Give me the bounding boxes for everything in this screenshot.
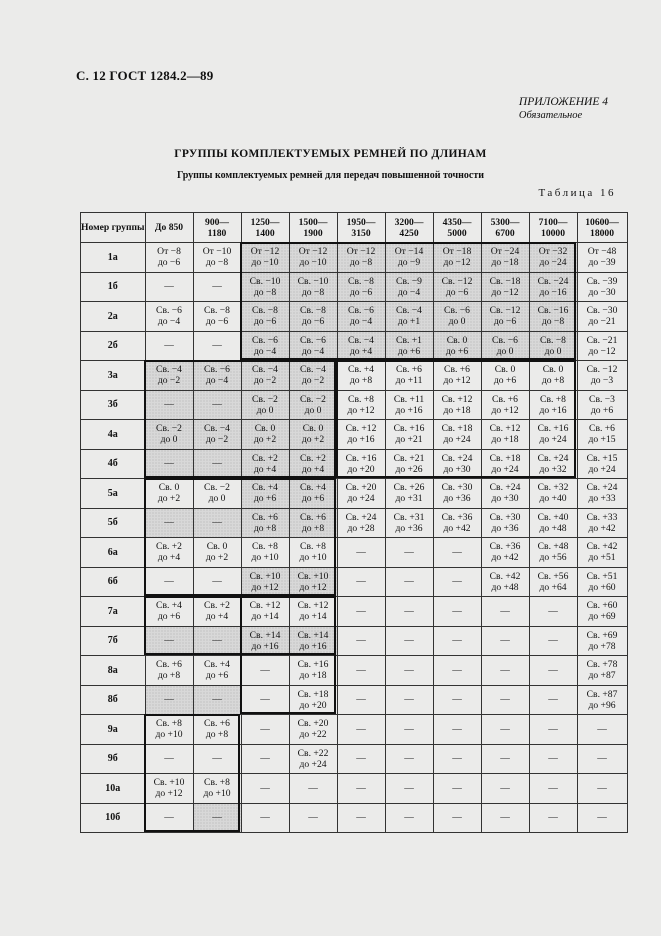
tolerance-cell: Св. −4 до −2 <box>241 361 289 391</box>
column-header-length: 4350— 5000 <box>433 213 481 243</box>
tolerance-cell: — <box>385 626 433 656</box>
tolerance-cell: — <box>433 656 481 686</box>
tolerance-cell: — <box>193 744 241 774</box>
table-row <box>81 331 628 361</box>
tolerance-cell: Св. +78 до +87 <box>577 656 627 686</box>
tolerance-cell: Св. +8 до +10 <box>289 538 337 568</box>
tolerance-cell: Св. +14 до +16 <box>289 626 337 656</box>
column-header-length: 1950— 3150 <box>337 213 385 243</box>
tolerance-cell: Св. −8 до −6 <box>289 302 337 332</box>
tolerance-cell: От −48 до −39 <box>577 243 627 273</box>
tolerance-cell: Св. +12 до +18 <box>481 420 529 450</box>
tolerance-cell: От −12 до −10 <box>289 243 337 273</box>
appendix-label: ПРИЛОЖЕНИЕ 4 <box>518 96 608 108</box>
group-number: 9б <box>81 744 146 774</box>
tolerance-cell: Св. +10 до +12 <box>145 774 193 804</box>
tolerance-cell: — <box>385 597 433 627</box>
document-subtitle: Группы комплектуемых ремней для передач повышенной точности <box>177 170 484 181</box>
tolerance-cell: Св. −8 до −6 <box>193 302 241 332</box>
tolerance-cell: Св. +6 до +12 <box>433 361 481 391</box>
tolerance-cell: — <box>529 803 577 833</box>
group-number: 10б <box>81 803 146 833</box>
tolerance-cell: — <box>337 685 385 715</box>
group-number: 8б <box>81 685 146 715</box>
group-number: 9а <box>81 715 146 745</box>
tolerance-cell: — <box>145 626 193 656</box>
column-header-length: 10600— 18000 <box>577 213 627 243</box>
appendix-status: Обязательное <box>518 110 583 121</box>
tolerance-cell: Св. +60 до +69 <box>577 597 627 627</box>
tolerance-cell: Св. −16 до −8 <box>529 302 577 332</box>
tolerance-cell: — <box>529 656 577 686</box>
tolerance-cell: — <box>337 567 385 597</box>
tolerance-cell: Св. +24 до +33 <box>577 479 627 509</box>
tolerance-cell: Св. −12 до −6 <box>433 272 481 302</box>
table-row <box>81 420 628 450</box>
tolerance-cell: — <box>337 744 385 774</box>
tolerance-cell: Св. −8 до 0 <box>529 331 577 361</box>
tolerance-cell: Св. +4 до +6 <box>241 479 289 509</box>
tolerance-cell: Св. −18 до −12 <box>481 272 529 302</box>
table-row <box>81 626 628 656</box>
tolerance-cell: Св. +8 до +16 <box>529 390 577 420</box>
table-row <box>81 597 628 627</box>
tolerance-cell: Св. −6 до −4 <box>193 361 241 391</box>
tolerance-cell: — <box>529 597 577 627</box>
tolerance-cell: Св. +24 до +30 <box>481 479 529 509</box>
tolerance-cell: — <box>433 744 481 774</box>
tolerance-cell: Св. +2 до +4 <box>289 449 337 479</box>
tolerance-cell: Св. −6 до −4 <box>241 331 289 361</box>
tolerance-cell: — <box>385 715 433 745</box>
tolerance-cell: Св. +10 до +12 <box>241 567 289 597</box>
tolerance-cell: — <box>337 656 385 686</box>
tolerance-cell: — <box>145 331 193 361</box>
tolerance-cell: — <box>145 744 193 774</box>
tolerance-cell: Св. +42 до +51 <box>577 538 627 568</box>
tolerance-cell: Св. 0 до +6 <box>433 331 481 361</box>
tolerance-cell: Св. −2 до 0 <box>289 390 337 420</box>
tolerance-cell: Св. +8 до +12 <box>337 390 385 420</box>
tolerance-cell: Св. −4 до −2 <box>193 420 241 450</box>
tolerance-cell: — <box>145 449 193 479</box>
tolerance-cell: Св. −12 до −6 <box>481 302 529 332</box>
tolerance-cell: Св. +12 до +16 <box>337 420 385 450</box>
tolerance-cell: Св. −39 до −30 <box>577 272 627 302</box>
tolerance-cell: — <box>385 803 433 833</box>
tolerance-cell: — <box>433 774 481 804</box>
tolerance-cell: Св. +6 до +11 <box>385 361 433 391</box>
tolerance-cell: — <box>481 626 529 656</box>
column-header-length: До 850 <box>145 213 193 243</box>
tolerance-cell: Св. −6 до −4 <box>145 302 193 332</box>
tolerance-cell: — <box>433 597 481 627</box>
document-title: ГРУППЫ КОМПЛЕКТУЕМЫХ РЕМНЕЙ ПО ДЛИНАМ <box>174 148 487 160</box>
tolerance-cell: — <box>145 685 193 715</box>
group-number: 3б <box>81 390 146 420</box>
table-row <box>81 479 628 509</box>
tolerance-cell: Св. 0 до +2 <box>193 538 241 568</box>
tolerance-cell: Св. 0 до +8 <box>529 361 577 391</box>
group-number: 6б <box>81 567 146 597</box>
column-header-length: 900— 1180 <box>193 213 241 243</box>
tolerance-cell: Св. −4 до +4 <box>337 331 385 361</box>
tolerance-cell: От −12 до −8 <box>337 243 385 273</box>
tolerance-cell: — <box>433 626 481 656</box>
tolerance-cell: — <box>241 656 289 686</box>
group-number: 4а <box>81 420 146 450</box>
tolerance-cell: — <box>193 449 241 479</box>
group-number: 7б <box>81 626 146 656</box>
tolerance-cell: — <box>145 508 193 538</box>
group-number: 6а <box>81 538 146 568</box>
column-header-length: 1250— 1400 <box>241 213 289 243</box>
tolerance-cell: — <box>193 331 241 361</box>
table-row <box>81 715 628 745</box>
group-number: 8а <box>81 656 146 686</box>
column-header-length: 3200— 4250 <box>385 213 433 243</box>
tolerance-cell: — <box>241 685 289 715</box>
tolerance-cell: — <box>481 744 529 774</box>
column-header-length: 1500— 1900 <box>289 213 337 243</box>
tolerance-cell: Св. +15 до +24 <box>577 449 627 479</box>
tolerance-cell: Св. 0 до +2 <box>241 420 289 450</box>
table-row <box>81 774 628 804</box>
tolerance-cell: — <box>577 744 627 774</box>
table-row <box>81 803 628 833</box>
tolerance-cell: Св. 0 до +2 <box>145 479 193 509</box>
tolerance-cell: — <box>337 626 385 656</box>
tolerance-cell: — <box>529 744 577 774</box>
tolerance-cell: — <box>481 715 529 745</box>
tolerance-cell: — <box>577 803 627 833</box>
tolerance-cell: Св. +6 до +8 <box>145 656 193 686</box>
tolerance-cell: Св. +24 до +32 <box>529 449 577 479</box>
tolerance-cell: — <box>289 803 337 833</box>
tolerance-cell: Св. +87 до +96 <box>577 685 627 715</box>
tolerance-cell: Св. −4 до +1 <box>385 302 433 332</box>
group-number: 4б <box>81 449 146 479</box>
table-row <box>81 656 628 686</box>
tolerance-cell: Св. +6 до +15 <box>577 420 627 450</box>
group-number: 1б <box>81 272 146 302</box>
tolerance-cell: Св. +30 до +36 <box>433 479 481 509</box>
tolerance-cell: — <box>529 685 577 715</box>
tolerance-cell: — <box>289 774 337 804</box>
tolerance-cell: — <box>385 744 433 774</box>
group-number: 1а <box>81 243 146 273</box>
tolerance-cell: Св. +33 до +42 <box>577 508 627 538</box>
tolerance-cell: Св. +12 до +14 <box>289 597 337 627</box>
tolerance-cell: — <box>433 567 481 597</box>
tolerance-cell: Св. +4 до +8 <box>337 361 385 391</box>
table-row <box>81 390 628 420</box>
tolerance-cell: Св. +12 до +18 <box>433 390 481 420</box>
group-number: 2а <box>81 302 146 332</box>
tolerance-cell: Св. +8 до +10 <box>145 715 193 745</box>
tolerance-cell: Св. +32 до +40 <box>529 479 577 509</box>
tolerance-cell: — <box>241 774 289 804</box>
group-number: 5б <box>81 508 146 538</box>
tolerance-cell: Св. +36 до +42 <box>481 538 529 568</box>
tolerance-cell: Св. +6 до +8 <box>193 715 241 745</box>
tolerance-cell: Св. +48 до +56 <box>529 538 577 568</box>
tolerance-cell: От −24 до −18 <box>481 243 529 273</box>
tolerance-cell: Св. +16 до +24 <box>529 420 577 450</box>
tolerance-cell: Св. +21 до +26 <box>385 449 433 479</box>
tolerance-cell: Св. +2 до +4 <box>241 449 289 479</box>
tolerance-cell: От −18 до −12 <box>433 243 481 273</box>
tolerance-cell: Св. +8 до +10 <box>193 774 241 804</box>
table-row <box>81 361 628 391</box>
tolerance-cell: — <box>385 774 433 804</box>
tolerance-cell: Св. 0 до +6 <box>481 361 529 391</box>
tolerance-cell: — <box>385 567 433 597</box>
tolerance-cell: — <box>337 774 385 804</box>
tolerance-cell: От −12 до −10 <box>241 243 289 273</box>
tolerance-cell: Св. +6 до +8 <box>241 508 289 538</box>
tolerance-cell: Св. −12 до −3 <box>577 361 627 391</box>
tolerance-cell: Св. +16 до +21 <box>385 420 433 450</box>
tolerance-cell: Св. 0 до +2 <box>289 420 337 450</box>
table-row <box>81 744 628 774</box>
tolerance-cell: — <box>145 272 193 302</box>
tolerance-cell: Св. −10 до −8 <box>289 272 337 302</box>
tolerance-cell: От −8 до −6 <box>145 243 193 273</box>
tolerance-cell: Св. −24 до −16 <box>529 272 577 302</box>
column-header-length: 5300— 6700 <box>481 213 529 243</box>
table-row <box>81 302 628 332</box>
table-row <box>81 272 628 302</box>
tolerance-cell: Св. −9 до −4 <box>385 272 433 302</box>
tolerance-cell: Св. +22 до +24 <box>289 744 337 774</box>
tolerance-cell: Св. +31 до +36 <box>385 508 433 538</box>
tolerance-cell: — <box>481 685 529 715</box>
tolerance-cell: Св. +30 до +36 <box>481 508 529 538</box>
tolerance-cell: Св. +16 до +20 <box>337 449 385 479</box>
table-row <box>81 685 628 715</box>
tolerance-cell: Св. −8 до −6 <box>241 302 289 332</box>
page-reference: С. 12 ГОСТ 1284.2—89 <box>76 68 214 83</box>
tolerance-cell: Св. +24 до +28 <box>337 508 385 538</box>
tolerance-cell: Св. +10 до +12 <box>289 567 337 597</box>
tolerance-cell: Св. +1 до +6 <box>385 331 433 361</box>
tolerance-cell: Св. +20 до +24 <box>337 479 385 509</box>
tolerance-cell: Св. −30 до −21 <box>577 302 627 332</box>
tolerance-cell: Св. +2 до +4 <box>193 597 241 627</box>
tolerance-cell: — <box>193 567 241 597</box>
tolerance-cell: — <box>433 803 481 833</box>
tolerance-cell: От −32 до −24 <box>529 243 577 273</box>
tolerance-cell: — <box>385 656 433 686</box>
tolerance-cell: Св. −6 до 0 <box>481 331 529 361</box>
tolerance-cell: Св. −21 до −12 <box>577 331 627 361</box>
tolerance-cell: Св. +4 до +6 <box>289 479 337 509</box>
tolerance-cell: Св. +18 до +20 <box>289 685 337 715</box>
tolerance-cell: — <box>529 626 577 656</box>
group-number: 3а <box>81 361 146 391</box>
belt-groups-table <box>80 212 628 833</box>
tolerance-cell: Св. −2 до 0 <box>241 390 289 420</box>
tolerance-cell: Св. +8 до +10 <box>241 538 289 568</box>
tolerance-cell: — <box>577 774 627 804</box>
tolerance-cell: От −10 до −8 <box>193 243 241 273</box>
tolerance-cell: — <box>481 803 529 833</box>
tolerance-cell: — <box>481 774 529 804</box>
tolerance-cell: Св. +2 до +4 <box>145 538 193 568</box>
table-header-row <box>81 213 628 243</box>
tolerance-cell: — <box>385 538 433 568</box>
tolerance-cell: Св. −4 до −2 <box>145 361 193 391</box>
tolerance-cell: Св. +16 до +18 <box>289 656 337 686</box>
tolerance-cell: Св. +26 до +31 <box>385 479 433 509</box>
tolerance-cell: Св. −6 до 0 <box>433 302 481 332</box>
tolerance-cell: — <box>193 685 241 715</box>
tolerance-cell: От −14 до −9 <box>385 243 433 273</box>
tolerance-cell: Св. −2 до 0 <box>145 420 193 450</box>
tolerance-cell: — <box>193 390 241 420</box>
table-row <box>81 567 628 597</box>
tolerance-cell: — <box>577 715 627 745</box>
tolerance-cell: Св. +4 до +6 <box>193 656 241 686</box>
group-number: 10а <box>81 774 146 804</box>
tolerance-cell: Св. −6 до −4 <box>337 302 385 332</box>
tolerance-cell: — <box>145 803 193 833</box>
tolerance-cell: — <box>529 774 577 804</box>
tolerance-cell: — <box>481 597 529 627</box>
tolerance-cell: Св. +20 до +22 <box>289 715 337 745</box>
tolerance-cell: Св. +11 до +16 <box>385 390 433 420</box>
tolerance-cell: — <box>481 656 529 686</box>
tolerance-cell: — <box>193 508 241 538</box>
tolerance-cell: Св. +18 до +24 <box>433 420 481 450</box>
tolerance-cell: Св. −2 до 0 <box>193 479 241 509</box>
tolerance-cell: — <box>241 803 289 833</box>
tolerance-cell: Св. +6 до +12 <box>481 390 529 420</box>
column-header-length: 7100— 10000 <box>529 213 577 243</box>
tolerance-cell: — <box>385 685 433 715</box>
tolerance-cell: Св. +4 до +6 <box>145 597 193 627</box>
tolerance-cell: Св. +24 до +30 <box>433 449 481 479</box>
tolerance-cell: — <box>193 626 241 656</box>
column-header-group: Номер группы <box>81 213 146 243</box>
group-number: 2б <box>81 331 146 361</box>
tolerance-cell: Св. −6 до −4 <box>289 331 337 361</box>
tolerance-cell: — <box>529 715 577 745</box>
tolerance-cell: — <box>337 597 385 627</box>
tolerance-cell: — <box>145 390 193 420</box>
tolerance-cell: Св. +14 до +16 <box>241 626 289 656</box>
tolerance-cell: — <box>145 567 193 597</box>
tolerance-cell: Св. +6 до +8 <box>289 508 337 538</box>
table-row <box>81 449 628 479</box>
tolerance-cell: Св. +69 до +78 <box>577 626 627 656</box>
table-row <box>81 508 628 538</box>
tolerance-cell: — <box>241 715 289 745</box>
tolerance-cell: — <box>433 715 481 745</box>
tolerance-cell: Св. −8 до −6 <box>337 272 385 302</box>
tolerance-cell: — <box>337 715 385 745</box>
tolerance-cell: Св. +51 до +60 <box>577 567 627 597</box>
table-row <box>81 243 628 273</box>
tolerance-cell: Св. +42 до +48 <box>481 567 529 597</box>
tolerance-cell: — <box>433 685 481 715</box>
tolerance-cell: Св. +40 до +48 <box>529 508 577 538</box>
tolerance-cell: Св. −3 до +6 <box>577 390 627 420</box>
tolerance-cell: — <box>337 538 385 568</box>
table-row <box>81 538 628 568</box>
tolerance-cell: Св. +12 до +14 <box>241 597 289 627</box>
group-number: 5а <box>81 479 146 509</box>
tolerance-cell: Св. −10 до −8 <box>241 272 289 302</box>
group-number: 7а <box>81 597 146 627</box>
tolerance-cell: — <box>433 538 481 568</box>
tolerance-cell: Св. −4 до −2 <box>289 361 337 391</box>
tolerance-cell: Св. +36 до +42 <box>433 508 481 538</box>
tolerance-cell: — <box>241 744 289 774</box>
table-number: Таблица 16 <box>538 187 616 199</box>
appendix-block <box>519 96 608 122</box>
tolerance-cell: — <box>193 803 241 833</box>
tolerance-cell: — <box>193 272 241 302</box>
tolerance-cell: — <box>337 803 385 833</box>
tolerance-cell: Св. +18 до +24 <box>481 449 529 479</box>
tolerance-cell: Св. +56 до +64 <box>529 567 577 597</box>
